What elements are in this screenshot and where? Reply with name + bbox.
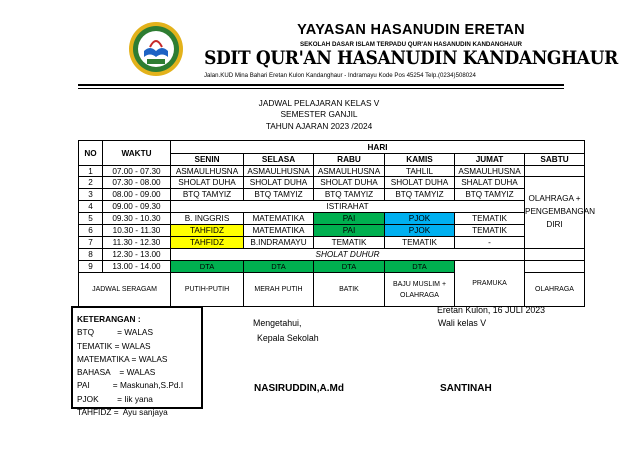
- cell-subject: ASMAULHUSNA: [314, 166, 385, 177]
- schedule-title: JADWAL PELAJARAN KELAS V: [258, 98, 380, 108]
- row-number: 2: [79, 177, 103, 189]
- row-time: 09.30 - 10.30: [103, 213, 171, 225]
- cell-empty: [525, 166, 585, 177]
- cell-empty: [525, 261, 585, 273]
- uniform-rabu: BATIK: [314, 273, 385, 307]
- row-time: 09.00 - 09.30: [103, 201, 171, 213]
- sabtu-olahraga-block: OLAHRAGA + PENGEMBANGAN DIRI: [525, 177, 585, 249]
- cell-subject: ASMAULHUSNA: [244, 166, 314, 177]
- row-time: 07.30 - 08.00: [103, 177, 171, 189]
- notes-line: TEMATIK = WALAS: [77, 340, 151, 351]
- break-istirahat: ISTIRAHAT: [171, 201, 525, 213]
- place-date: Eretan Kulon, 16 JULI 2023: [437, 305, 546, 315]
- cell-subject-pai: PAI: [314, 225, 385, 237]
- cell-subject: TEMATIK: [455, 225, 525, 237]
- row-number: 8: [79, 249, 103, 261]
- uniform-senin: PUTIH-PUTIH: [171, 273, 244, 307]
- cell-subject-dta: DTA: [244, 261, 314, 273]
- cell-subject: BTQ TAMYIZ: [385, 189, 455, 201]
- uniform-selasa: MERAH PUTIH: [244, 273, 314, 307]
- day-sabtu: SABTU: [525, 154, 585, 166]
- cell-subject: ASMAULHUSNA: [171, 166, 244, 177]
- cell-subject: SHOLAT DUHA: [171, 177, 244, 189]
- cell-subject-pjok: PJOK: [385, 213, 455, 225]
- row-number: 9: [79, 261, 103, 273]
- cell-subject: MATEMATIKA: [244, 225, 314, 237]
- cell-subject: TAHLIL: [385, 166, 455, 177]
- row-time: 11.30 - 12.30: [103, 237, 171, 249]
- notes-line: BAHASA = WALAS: [77, 367, 156, 378]
- row-time: 10.30 - 11.30: [103, 225, 171, 237]
- row-number: 6: [79, 225, 103, 237]
- cell-subject: BTQ TAMYIZ: [244, 189, 314, 201]
- header-waktu: WAKTU: [103, 141, 171, 166]
- cell-subject: TEMATIK: [455, 213, 525, 225]
- row-number: 3: [79, 189, 103, 201]
- cell-subject-pai: PAI: [314, 213, 385, 225]
- break-sholat-duhur: SHOLAT DUHUR: [171, 249, 525, 261]
- cell-subject-tahfidz: TAHFIDZ: [171, 237, 244, 249]
- academic-year: TAHUN AJARAN 2023 /2024: [265, 121, 373, 131]
- header-rule-thick: [78, 84, 564, 86]
- cell-subject-pjok: PJOK: [385, 225, 455, 237]
- day-kamis: KAMIS: [385, 154, 455, 166]
- table-row: [79, 201, 585, 213]
- semester-label: SEMESTER GANJIL: [280, 109, 358, 119]
- school-subtitle: SEKOLAH DASAR ISLAM TERPADU QUR'AN HASANUDIN KANDANGHAUR: [299, 41, 523, 48]
- principal-role: Kepala Sekolah: [257, 333, 319, 343]
- table-row: [79, 189, 585, 201]
- day-selasa: SELASA: [244, 154, 314, 166]
- cell-subject: B. INGGRIS: [171, 213, 244, 225]
- table-row: [79, 261, 585, 273]
- cell-subject: SHOLAT DUHA: [385, 177, 455, 189]
- foundation-name: YAYASAN HASANUDIN ERETAN: [297, 22, 525, 38]
- row-time: 12.30 - 13.00: [103, 249, 171, 261]
- acknowledged-label: Mengetahui,: [253, 318, 302, 328]
- table-row: [79, 166, 585, 177]
- school-name: SDIT QUR'AN HASANUDIN KANDANGHAUR: [204, 48, 618, 69]
- notes-heading: KETERANGAN :: [77, 314, 141, 324]
- cell-subject-dta: DTA: [171, 261, 244, 273]
- schedule-table: [78, 140, 596, 307]
- cell-subject: ASMAULHUSNA: [455, 166, 525, 177]
- day-rabu: RABU: [314, 154, 385, 166]
- row-number: 7: [79, 237, 103, 249]
- notes-line: BTQ = WALAS: [77, 327, 153, 338]
- cell-subject: BTQ TAMYIZ: [455, 189, 525, 201]
- cell-subject: SHOLAT DUHA: [244, 177, 314, 189]
- table-row: [79, 225, 585, 237]
- row-time: 08.00 - 09.00: [103, 189, 171, 201]
- header-rule-thin: [78, 88, 564, 89]
- row-number: 4: [79, 201, 103, 213]
- cell-empty: [525, 249, 585, 261]
- homeroom-name: SANTINAH: [440, 383, 492, 394]
- cell-subject-tahfidz: TAHFIDZ: [171, 225, 244, 237]
- notes-line: PJOK = Iik yana: [77, 393, 153, 404]
- uniform-label: JADWAL SERAGAM: [79, 273, 171, 307]
- table-row: [79, 213, 585, 225]
- row-number: 5: [79, 213, 103, 225]
- homeroom-role: Wali kelas V: [438, 318, 487, 328]
- notes-box: [71, 306, 203, 418]
- notes-line: TAHFIDZ = Ayu sanjaya: [77, 407, 168, 418]
- cell-subject-dta: DTA: [314, 261, 385, 273]
- cell-subject: -: [455, 237, 525, 249]
- cell-subject: B.INDRAMAYU: [244, 237, 314, 249]
- uniform-kamis: BAJU MUSLIM + OLAHRAGA: [385, 273, 455, 307]
- uniform-sabtu: OLAHRAGA: [525, 273, 585, 307]
- notes-line: MATEMATIKA = WALAS: [77, 353, 168, 364]
- cell-subject: BTQ TAMYIZ: [314, 189, 385, 201]
- notes-line: PAI = Maskunah,S.Pd.I: [77, 380, 184, 391]
- row-time: 13.00 - 14.00: [103, 261, 171, 273]
- day-jumat: JUMAT: [455, 154, 525, 166]
- school-logo: [128, 21, 184, 77]
- cell-subject: SHOLAT DUHA: [314, 177, 385, 189]
- table-row: [79, 177, 585, 189]
- cell-subject: BTQ TAMYIZ: [171, 189, 244, 201]
- table-row: [79, 249, 585, 261]
- cell-subject: TEMATIK: [385, 237, 455, 249]
- cell-subject: MATEMATIKA: [244, 213, 314, 225]
- principal-name: NASIRUDDIN,A.Md: [254, 383, 344, 394]
- row-number: 1: [79, 166, 103, 177]
- table-row: [79, 237, 585, 249]
- school-address: Jalan.KUD Mina Bahari Eretan Kulon Kandanghaur - Indramayu Kode Pos 45254 Telp.(0234)508024: [204, 72, 476, 79]
- cell-subject-dta: DTA: [385, 261, 455, 273]
- day-senin: SENIN: [171, 154, 244, 166]
- row-time: 07.00 - 07.30: [103, 166, 171, 177]
- cell-subject: SHALAT DUHA: [455, 177, 525, 189]
- cell-pramuka: PRAMUKA: [455, 261, 525, 307]
- header-hari: HARI: [171, 141, 585, 154]
- cell-subject: TEMATIK: [314, 237, 385, 249]
- header-no: NO: [79, 141, 103, 166]
